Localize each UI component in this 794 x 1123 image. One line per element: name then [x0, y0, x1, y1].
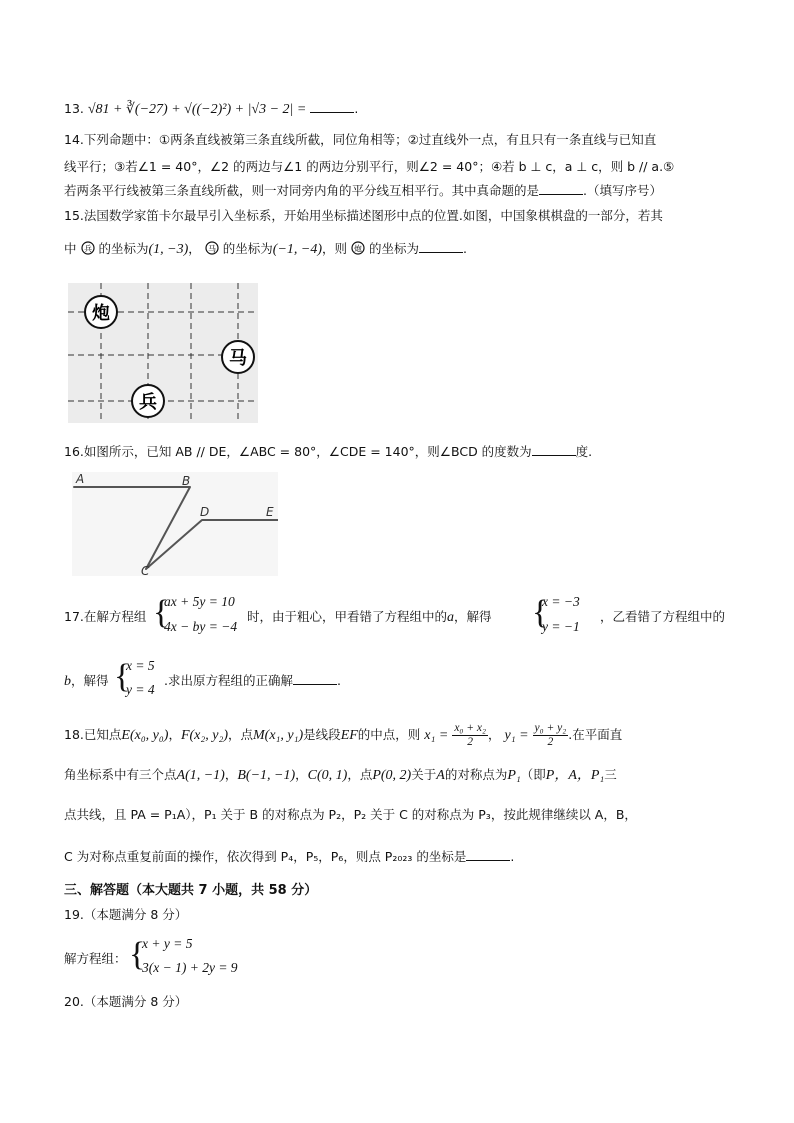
q19-header: 19.（本题满分 8 分） [64, 907, 188, 922]
answer-blank[interactable] [466, 848, 510, 861]
pao-piece-icon [351, 241, 365, 255]
q17-sol2-x: x = 5 [126, 658, 155, 673]
q19-eq1: x + y = 5 [142, 936, 193, 951]
q17-line2: b，解得 [64, 673, 109, 689]
fraction-y: $\frac{\text{y₀ + y₂}}{2}$ [534, 722, 567, 748]
answer-blank[interactable] [539, 182, 583, 195]
q14-line3: 若两条平行线被第三条直线所截，则一对同旁内角的平分线互相平行。其中真命题的是 .（填写序号） [64, 183, 662, 198]
q17-sol2-y: y = 4 [126, 682, 155, 697]
answer-blank[interactable] [293, 672, 337, 685]
q14-line2: 线平行；③若∠1 = 40°，∠2 的两边与∠1 的两边分别平行，则∠2 = 40°；④若 b ⊥ c，a ⊥ c，则 b // a.⑤ [64, 159, 675, 174]
q17-mid3: ，乙看错了方程组中的 [600, 609, 726, 624]
q13-expression: √81 + ∛(−27) + √((−2)²) + |√3 − 2| = [87, 102, 307, 117]
answer-blank[interactable] [532, 443, 576, 456]
label-D: D [200, 505, 210, 519]
label-C: C [141, 564, 150, 576]
label-E: E [266, 505, 274, 519]
q15-line1: 15.法国数学家笛卡尔最早引入坐标系，开始用坐标描述图形中点的位置.如图，中国象棋棋盘的一部分，若其 [64, 208, 663, 223]
q15-line2: 中 兵 的坐标为(1, −3)， 马 的坐标为(−1, −4)，则 炮 的坐标为 . [64, 241, 467, 257]
svg-text:炮: 炮 [354, 244, 362, 254]
answer-blank[interactable] [419, 240, 463, 253]
brace: { [153, 594, 170, 631]
label-A: A [76, 472, 85, 486]
label-B: B [182, 474, 191, 488]
svg-text:马: 马 [207, 244, 216, 254]
pao-piece [85, 296, 117, 328]
q17-intro: 17.在解方程组 [64, 609, 147, 624]
q20-header: 20.（本题满分 8 分） [64, 994, 188, 1009]
q17-sol1-y: y = −1 [542, 619, 580, 634]
q17-tail: .求出原方程组的正确解 . [164, 673, 341, 688]
chessboard-figure [68, 283, 258, 423]
fraction-x: $\frac{\text{x₀ + x₂}}{2}$ [454, 722, 487, 748]
svg-text:兵: 兵 [139, 392, 157, 413]
bing-piece-icon [81, 241, 95, 255]
svg-text:炮: 炮 [92, 303, 110, 324]
svg-text:马: 马 [229, 348, 247, 369]
q18-line4: C 为对称点重复前面的操作，依次得到 P₄，P₅，P₆，则点 P₂₀₂₃ 的坐标是 . [64, 849, 515, 864]
svg-text:兵: 兵 [83, 244, 92, 254]
q14-line1: 14.下列命题中：①两条直线被第三条直线所截，同位角相等；②过直线外一点，有且只有一条直线与已知直 [64, 132, 657, 147]
ma-piece-icon [205, 241, 219, 255]
q19-eq2: 3(x − 1) + 2y = 9 [142, 960, 238, 975]
question-16: 16.如图所示，已知 AB // DE，∠ABC = 80°，∠CDE = 140°，则∠BCD 的度数为 度. [64, 444, 593, 459]
q17-eq2: 4x − by = −4 [164, 619, 238, 634]
ma-piece [222, 341, 254, 373]
q17-sol1-x: x = −3 [542, 594, 580, 609]
brace: { [129, 936, 146, 973]
q18-line1: 18.已知点E(x₀, y₀)，F(x₂, y₂)，点M(x₁, y₁)是线段EF的中点，则 x₁ = $\frac{\text{x₀ + x₂}}{2}$ ， y₁ = $\frac{\text{y₀ + y₂}}{2}$ .在平面直 [64, 722, 623, 748]
q17-mid: 时，由于粗心，甲看错了方程组中的a，解得 [247, 609, 492, 625]
q19-label: 解方程组： [64, 951, 127, 966]
q17-eq1: ax + 5y = 10 [164, 594, 235, 609]
geometry-figure [72, 472, 278, 576]
q18-line2: 角坐标系中有三个点A(1, −1)，B(−1, −1)，C(0, 1)，点P(0, 2)关于A的对称点为P₁（即P，A，P₁三 [64, 767, 617, 783]
brace: { [532, 594, 549, 631]
answer-blank[interactable] [310, 100, 354, 113]
q18-line3: 点共线，且 PA = P₁A），P₁ 关于 B 的对称点为 P₂，P₂ 关于 C 的对称点为 P₃，按此规律继续以 A，B， [64, 807, 637, 822]
question-13: 13. √81 + ∛(−27) + √((−2)²) + |√3 − 2| = . [64, 101, 359, 117]
section-title: 三、解答题（本大题共 7 小题，共 58 分） [64, 883, 318, 898]
brace: { [114, 658, 131, 695]
bing-piece [132, 385, 164, 417]
